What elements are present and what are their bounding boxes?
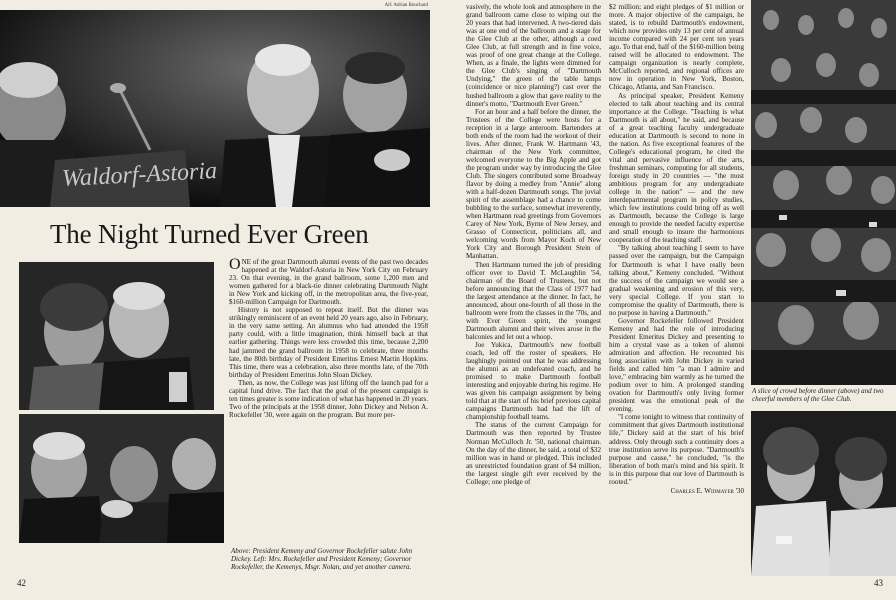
page-number-right: 43 <box>874 578 883 588</box>
article-paragraph: Then Hartmann turned the job of presiding officer over to David T. McLaughlin '54, chairman of the Board of Trustees, but not before announcing that the Class of 1977 had the largest attendance at the dinner. In fact, he announced, about one-fourth of all those in the ballroom were from the classes in the '70s, and with Ever Green spirit, the youngest Dartmouth alumni and their wives arose in the balconies and let out a whoop. <box>466 260 601 341</box>
left-photo-caption: Above: President Kemeny and Governor Rockefeller salute John Dickey. Left: Mrs. Rockefeller and President Kemeny; Governor Rockefeller, the Kemenys, Msgr. Nolan, and yet another camera. <box>231 547 413 572</box>
article-paragraph: Joe Yukica, Dartmouth's new football coach, led off the roster of speakers. He laughingly pointed out that he was addressing the alumni as an undefeated coach, and he promised to make Dartmouth football interesting and enjoyable during his regime. He was given his campaign assignment by being told that at the start of his brief previous capital campaigns Dartmouth had had the lift of championship football teams. <box>466 340 601 422</box>
article-paragraph: History is not supposed to repeat itself. But the dinner was strikingly reminiscent of an event held 20 years ago, also in February, in the very same setting. An alumnus who had attended the 1958 party could, with a little imagination, think himself back at that earlier gathering. Things were less crowded this time, because 2,200 had jammed the grand ballroom in 1958 to celebrate, three months late, the 80th birthday of President Emeritus Ernest Martin Hopkins. This time, there was a celebration, also three months late, of the 70th birthday of President Emeritus John Sloan Dickey. <box>229 306 428 379</box>
article-paragraph: Then, as now, the College was just lifting off the launch pad for a capital fund drive. The fact that the goal of the present campaign is ten times greater is some indication of what has happened in 20 years. Two of the principals at the 1958 dinner, John Dickey and Nelson A. Rockefeller '30, were again on the program. But more per- <box>229 378 428 419</box>
photo-waldorf-podium <box>0 10 430 207</box>
photo-credit: All: Adrian Bouchard <box>384 3 428 8</box>
article-paragraph: vasively, the whole look and atmosphere in the grand ballroom came close to wiping out the 20 years that had intervened. A two-tiered dais was at one end of the ballroom and a stage for the Glee Club at the other, although a coed Glee Club, at full strength and in fine voice, was proof of one great change at the College. When, as a finale, the lights were dimmed for the Glee Club's singing of "Dartmouth Undying," the green of the table lamps (coincidence or nice planning?) cast over the hushed ballroom a glow that gave reality to the dinner's motto, "Dartmouth Ever Green." <box>466 3 601 108</box>
page-number-left: 42 <box>17 578 26 588</box>
article-paragraph: "By talking about teaching I seem to have passed over the campaign, but the Campaign for Dartmouth is what I have really been talking about," Kemeny concluded. "Without the success of the campaign we would see a gradual weakening and erosion of this very, very special College. If you start to compromise the quality of Dartmouth, there is no purpose in having a Dartmouth." <box>609 244 744 317</box>
article-byline: Charles E. Widmayer '30 <box>670 486 744 495</box>
photo-kemenys-nolan <box>19 414 224 543</box>
article-paragraph: $2 million; and eight pledges of $1 million or more. A major objective of the campaign, he stated, is to rebuild Dartmouth's endowment, which now provides only 13 per cent of annual income compared with 24 per cent ten years ago. To that end, half of the $160-million being raised will be allocated to endowment. The campaign organization is nearly complete, McCulloch reported, and regional offices are now in operation in New York, Boston, Chicago, Atlanta, and San Francisco. <box>609 3 744 92</box>
article-paragraph: For an hour and a half before the dinner, the Trustees of the College were hosts for a reception in a large anteroom. Bartenders at both ends of the room had the workout of their lives. After dinner, Frank W. Hartmann '43, chairman of the New York committee, welcomed everyone to the Big Apple and got the program under way by introducing the Glee Club. The singers contributed some Broadway flavor by doing a medley from "Annie" along with a half-dozen Dartmouth songs. The jovial spirit of the assemblage had a chance to come bubbling to the surface, somewhat irreverently, when Hartmann read greetings from Governors Carey of New York, Byrne of New Jersey, and Grasso of Connecticut, politicians all, and welcoming words from Mayor Koch of New York City and Borough President Stein of Manhattan. <box>466 107 601 261</box>
podium-sign-text: Waldorf-Astoria <box>61 157 218 193</box>
drop-cap: O <box>229 256 241 273</box>
article-title: The Night Turned Ever Green <box>50 219 369 249</box>
article-paragraph: The status of the current Campaign for Dartmouth was then reported by Trustee Norman McCulloch Jr. '50, national chairman. On the day of the dinner, he said, a total of $32 million was in hand or pledged. This included an unrestricted foundation grant of $4 million, the largest single gift ever received by the College; one pledge of <box>466 421 601 486</box>
article-paragraph: "I come tonight to witness that continuity of commitment that gives Dartmouth institutional life," Dickey said at the start of his brief address. Only through such a continuity does a true institution serve its purpose. "Dartmouth's purpose and cause," he concluded, "is the liberation of both man's mind and his spirit. It is in this purpose that our love of Dartmouth is rooted." <box>609 413 744 486</box>
right-photo-caption: A slice of crowd before dinner (above) and two cheerful members of the Glee Club. <box>752 387 884 404</box>
photo-crowd <box>751 0 896 385</box>
article-column-1 <box>229 258 428 419</box>
article-paragraph: Governor Rockefeller followed President Kemeny and had the role of introducing President Emeritus Dickey and presenting to him a crystal vase as a token of alumni admiration and affection. He recounted his long association with John Dickey in varied fields and called him "a man I admire and love," embracing him warmly as he turned the podium over to him. A prolonged standing ovation for Dartmouth's only living former president was the emotional peak of the evening. <box>609 316 744 414</box>
photo-glee-club <box>751 411 896 576</box>
photo-rockefeller-kemeny <box>19 262 214 410</box>
article-column-2 <box>466 3 601 486</box>
article-column-3 <box>609 3 744 495</box>
article-paragraph: As principal speaker, President Kemeny elected to talk about teaching and its central importance at the College. "Teaching is what Dartmouth is all about," he said, and because of a great teaching faculty undergraduate education at Dartmouth is second to none in the nation. As five exceptional features of the College's educational program, he cited the vital and pervasive influence of the arts, freshman seminars, computing for all students, foreign study in 20 countries — "the most ambitious program for any undergraduate college in the nation" — and the new interdepartmental program in policy studies, which few institutions could bring off as well as Dartmouth, because the College is large enough to provide the needed faculty expertise and small enough to insure the harmonious cooperation of the teaching staff. <box>609 91 744 245</box>
article-paragraph: ONE of the great Dartmouth alumni events of the past two decades happened at the Waldorf-Astoria in New York City on February 23. On that evening, in the grand ballroom, some 1,200 men and women gathered for a black-tie dinner celebrating Dartmouth Night in New York and kicking off, in the metropolitan area, the five-year, $160-million Campaign for Dartmouth. <box>229 256 428 307</box>
